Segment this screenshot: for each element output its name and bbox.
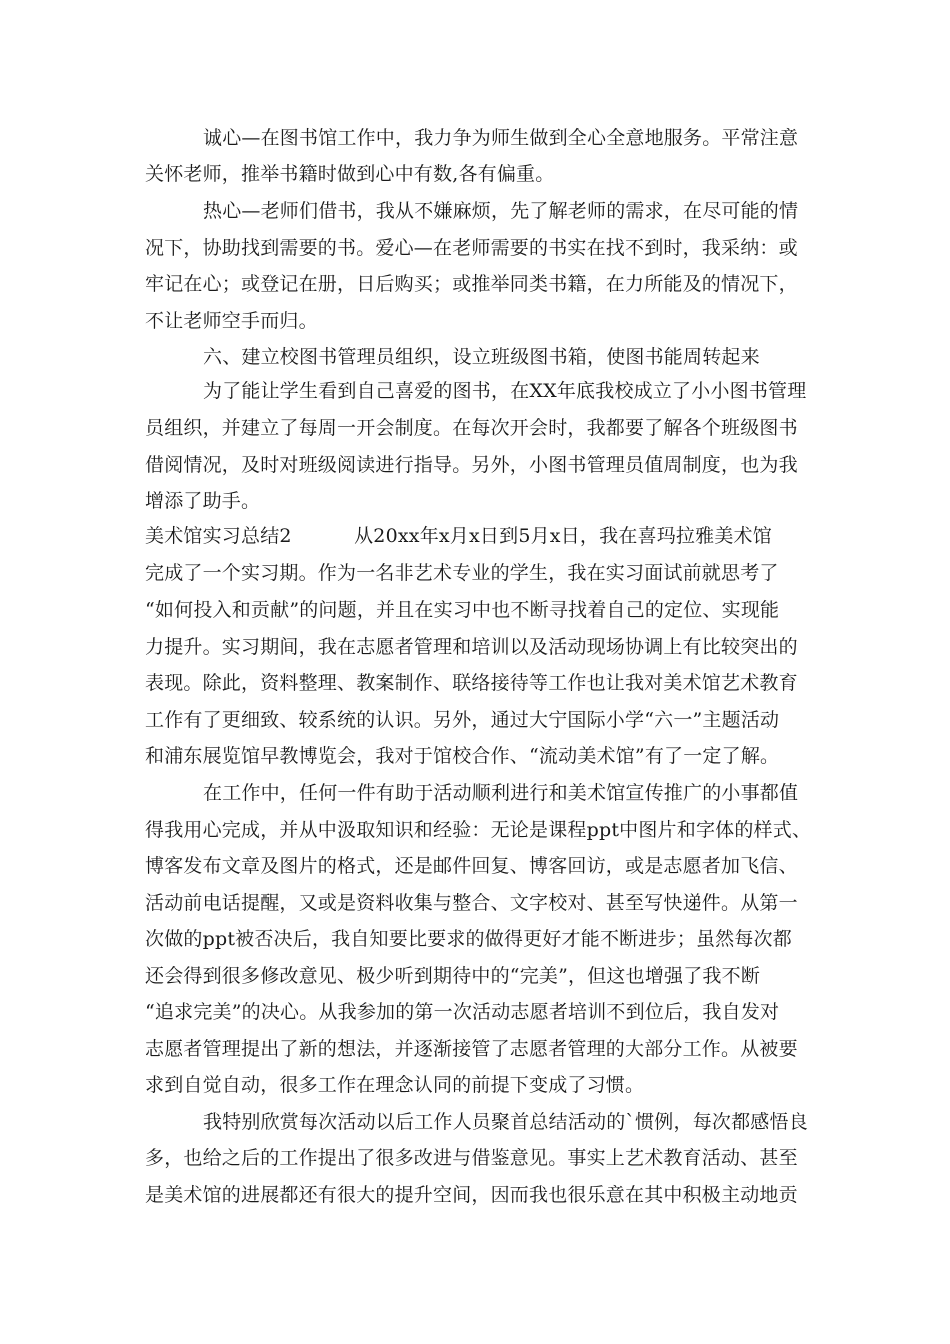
paragraph-line: 热心—老师们借书，我从不嫌麻烦，先了解老师的需求，在尽可能的情 bbox=[203, 200, 799, 222]
paragraph-line: 次做的ppt被否决后，我自知要比要求的做得更好才能不断进步；虽然每次都 bbox=[145, 928, 792, 950]
paragraph-line: 员组织，并建立了每周一开会制度。在每次开会时，我都要了解各个班级图书 bbox=[145, 417, 798, 439]
section-heading: 六、建立校图书管理员组织，设立班级图书箱，使图书能周转起来 bbox=[203, 346, 760, 368]
paragraph-line: 不让老师空手而归。 bbox=[145, 310, 318, 332]
paragraph-line: 得我用心完成，并从中汲取知识和经验：无论是课程ppt中图片和字体的样式、 bbox=[145, 819, 812, 841]
paragraph-line: 博客发布文章及图片的格式，还是邮件回复、博客回访，或是志愿者加飞信、 bbox=[145, 855, 798, 877]
paragraph-line: 多，也给之后的工作提出了很多改进与借鉴意见。事实上艺术教育活动、甚至 bbox=[145, 1147, 798, 1169]
paragraph-line: 况下，协助找到需要的书。爱心—在老师需要的书实在找不到时，我采纳：或 bbox=[145, 237, 798, 259]
paragraph-line: 为了能让学生看到自己喜爱的图书，在XX年底我校成立了小小图书管理 bbox=[203, 380, 807, 402]
paragraph-line: 在工作中，任何一件有助于活动顺利进行和美术馆宣传推广的小事都值 bbox=[203, 782, 799, 804]
paragraph-line: 求到自觉自动，很多工作在理念认同的前提下变成了习惯。 bbox=[145, 1074, 645, 1096]
paragraph-line: 是美术馆的进展都还有很大的提升空间，因而我也很乐意在其中积极主动地贡 bbox=[145, 1184, 798, 1206]
paragraph-line: 增添了助手。 bbox=[145, 490, 261, 512]
paragraph-line: 还会得到很多修改意见、极少听到期待中的“完美”，但这也增强了我不断 bbox=[145, 965, 761, 987]
paragraph-line: “如何投入和贡献”的问题，并且在实习中也不断寻找着自己的定位、实现能 bbox=[145, 599, 780, 621]
paragraph-line: 志愿者管理提出了新的想法，并逐渐接管了志愿者管理的大部分工作。从被要 bbox=[145, 1038, 798, 1060]
paragraph-line: 诚心—在图书馆工作中，我力争为师生做到全心全意地服务。平常注意 bbox=[203, 127, 799, 149]
paragraph-line: 和浦东展览馆早教博览会，我对于馆校合作、“流动美术馆”有了一定了解。 bbox=[145, 745, 780, 767]
paragraph-line: 关怀老师，推举书籍时做到心中有数,各有偏重。 bbox=[145, 163, 555, 185]
article-title-line: 美术馆实习总结2 从20xx年x月x日到5月x日，我在喜玛拉雅美术馆 bbox=[145, 525, 772, 547]
paragraph-line: 牢记在心；或登记在册，日后购买；或推举同类书籍，在力所能及的情况下， bbox=[145, 273, 798, 295]
paragraph-line: “追求完美”的决心。从我参加的第一次活动志愿者培训不到位后，我自发对 bbox=[145, 1001, 780, 1023]
paragraph-line: 表现。除此，资料整理、教案制作、联络接待等工作也让我对美术馆艺术教育 bbox=[145, 672, 798, 694]
paragraph-line: 力提升。实习期间，我在志愿者管理和培训以及活动现场协调上有比较突出的 bbox=[145, 636, 798, 658]
paragraph-line: 我特别欣赏每次活动以后工作人员聚首总结活动的`惯例，每次都感悟良 bbox=[203, 1111, 808, 1133]
paragraph-line: 工作有了更细致、较系统的认识。另外，通过大宁国际小学“六一”主题活动 bbox=[145, 709, 780, 731]
paragraph-line: 活动前电话提醒，又或是资料收集与整合、文字校对、甚至写快递件。从第一 bbox=[145, 892, 798, 914]
paragraph-line: 借阅情况，及时对班级阅读进行指导。另外，小图书管理员值周制度，也为我 bbox=[145, 454, 798, 476]
paragraph-line: 完成了一个实习期。作为一名非艺术专业的学生，我在实习面试前就思考了 bbox=[145, 562, 779, 584]
